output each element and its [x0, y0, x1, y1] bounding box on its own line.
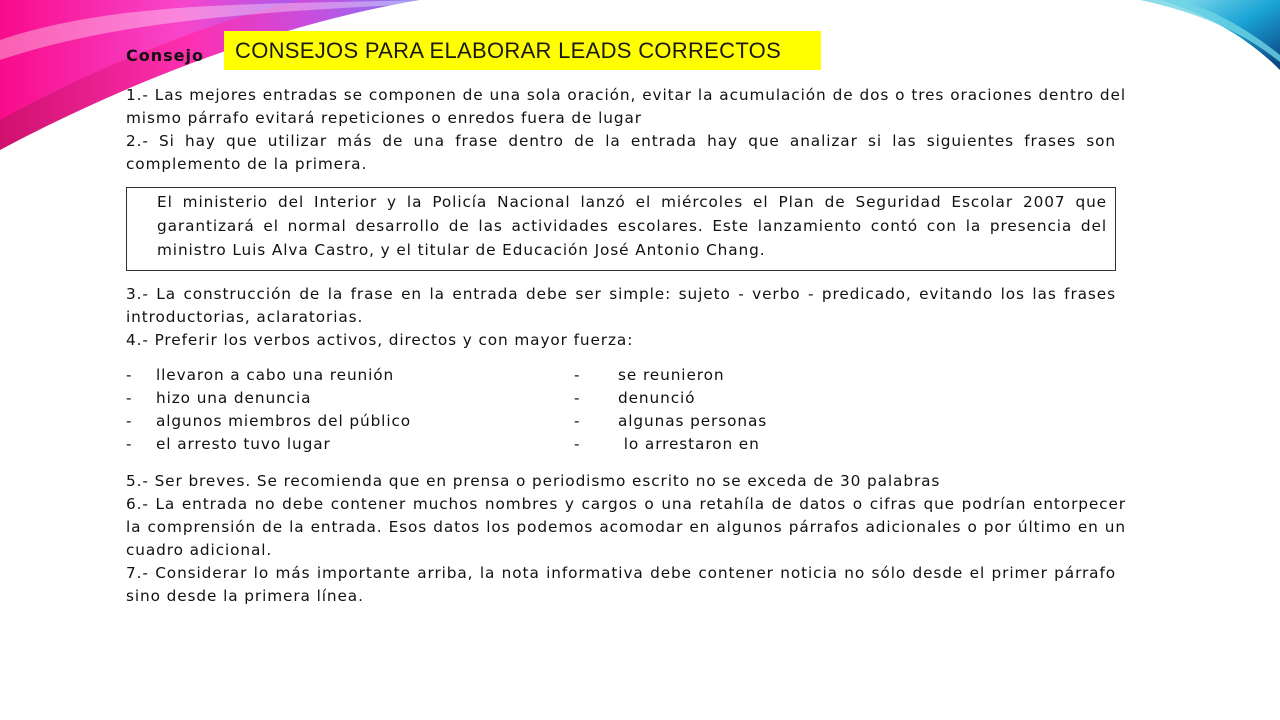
dash: -	[574, 412, 581, 430]
tip-5: 5.- Ser breves. Se recomienda que en prensa o periodismo escrito no se exceda de 30 palabras	[126, 472, 941, 490]
slide-title: CONSEJOS PARA ELABORAR LEADS CORRECTOS	[224, 31, 821, 70]
dash: -	[126, 435, 133, 453]
dash: -	[126, 389, 133, 407]
tip-4: 4.- Preferir los verbos activos, directos y con mayor fuerza:	[126, 331, 634, 349]
strong-verb: se reunieron	[618, 366, 725, 384]
tip-6: 6.- La entrada no debe contener muchos nombres y cargos o una retahíla de datos o cifras que podrían entorpecer la comprensión de la entrada. Esos datos los podemos acomodar en algunos párrafos adicionales o por último en un cuadro adicional.	[126, 495, 1126, 559]
partial-heading: Consejo	[126, 46, 204, 65]
strong-verb: algunas personas	[618, 412, 768, 430]
verb-row	[126, 410, 767, 433]
weak-verb: algunos miembros del público	[156, 412, 412, 430]
dash: -	[574, 366, 581, 384]
dash: -	[126, 366, 133, 384]
weak-verb: hizo una denuncia	[156, 389, 312, 407]
example-box: El ministerio del Interior y la Policía Nacional lanzó el miércoles el Plan de Seguridad Escolar 2007 que garantizará el normal desarrollo de las actividades escolares. Este lanzamiento contó con la presencia del ministro Luis Alva Castro, y el titular de Educación José Antonio Chang.	[126, 187, 1116, 271]
strong-verb: denunció	[618, 389, 696, 407]
tip-1: 1.- Las mejores entradas se componen de una sola oración, evitar la acumulación de dos o tres oraciones dentro del mismo párrafo evitará repeticiones o enredos fuera de lugar	[126, 86, 1126, 127]
verb-row	[126, 364, 767, 387]
weak-verb: el arresto tuvo lugar	[156, 435, 331, 453]
tip-2: 2.- Si hay que utilizar más de una frase dentro de la entrada hay que analizar si las siguientes frases son complemento de la primera.	[126, 132, 1116, 173]
verb-comparison-table	[126, 364, 767, 456]
dash: -	[126, 412, 133, 430]
verb-row	[126, 433, 767, 456]
document-scan	[126, 84, 1126, 608]
verb-row	[126, 387, 767, 410]
weak-verb: llevaron a cabo una reunión	[156, 366, 395, 384]
tip-7: 7.- Considerar lo más importante arriba, la nota informativa debe contener noticia no sólo desde el primer párrafo sino desde la primera línea.	[126, 564, 1116, 605]
dash: -	[574, 435, 581, 453]
strong-verb: lo arrestaron en	[618, 435, 760, 453]
dash: -	[574, 389, 581, 407]
swoosh-right-band	[1160, 0, 1280, 70]
tip-3: 3.- La construcción de la frase en la entrada debe ser simple: sujeto - verbo - predicado, evitando los las frases introductorias, aclaratorias.	[126, 285, 1116, 326]
decorative-swoosh-right	[1140, 0, 1280, 70]
